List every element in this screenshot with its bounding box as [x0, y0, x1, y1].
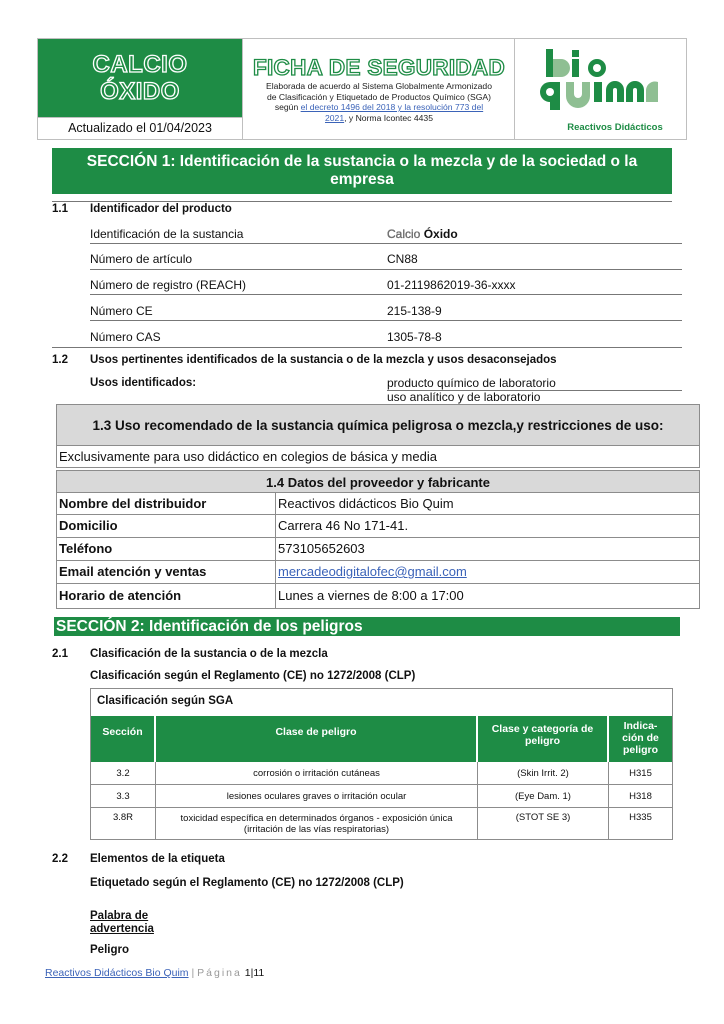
- signal-word-value: Peligro: [90, 944, 129, 956]
- logo-subtitle: Reactivos Didácticos: [567, 122, 663, 133]
- s12-title: Usos pertinentes identificados de la sustancia o de la mezcla y usos desaconsejados: [90, 354, 557, 366]
- footer-company-link[interactable]: Reactivos Didácticos Bio Quim: [45, 967, 189, 979]
- supplier-label-0: Nombre del distribuidor: [56, 492, 276, 515]
- col-header-class: Clase de peligro: [156, 716, 477, 762]
- id-row-label-3: Número CE: [90, 304, 153, 318]
- page-footer: [45, 967, 264, 979]
- table-cell-class: toxicidad específica en determinados órganos - exposición única (irritación de las vías respiratorias): [156, 808, 478, 839]
- product-name-box: [38, 39, 242, 117]
- supplier-value-1: Carrera 46 No 171-41.: [275, 514, 700, 538]
- table-cell-class: corrosión o irritación cutáneas: [156, 762, 478, 785]
- divider: [52, 201, 672, 202]
- desc-line4: [250, 113, 508, 124]
- divider: [514, 38, 515, 140]
- desc-post: , y Norma Icontec 4435: [344, 112, 433, 123]
- desc-line3: [250, 102, 508, 113]
- divider: [90, 269, 682, 270]
- table-cell-indication: H335: [629, 812, 652, 823]
- footer-page-total: 11: [253, 967, 265, 979]
- footer-separator-2: |: [250, 967, 254, 979]
- use-item-1: uso analítico y de laboratorio: [387, 390, 541, 404]
- decree-link-year[interactable]: 2021: [325, 112, 345, 123]
- document-description: [250, 81, 508, 123]
- footer-page-label: Página: [197, 967, 242, 979]
- section1-title: SECCIÓN 1: Identificación de la sustancia o la mezcla y de la sociedad o la empresa: [52, 148, 672, 194]
- supplier-label-4: Horario de atención: [56, 583, 276, 609]
- table-cell-section: 3.2: [91, 762, 156, 785]
- updated-date: Actualizado el 01/04/2023: [68, 121, 212, 135]
- desc-line2: de Clasificación y Etiquetado de Productos Químico (SGA): [266, 91, 492, 102]
- desc-pre: según: [274, 102, 301, 113]
- s22-subtitle: Etiquetado según el Reglamento (CE) no 1272/2008 (CLP): [90, 877, 404, 889]
- divider: [90, 320, 682, 321]
- table-cell-section: 3.8R: [91, 808, 156, 839]
- id-row-label-0: Identificación de la sustancia: [90, 227, 244, 241]
- uses-label: Usos identificados:: [90, 377, 197, 389]
- s14-title: 1.4 Datos del proveedor y fabricante: [56, 470, 700, 493]
- substance-name-part-b: Óxido: [420, 227, 458, 241]
- substance-name-part-a: Calcio: [387, 227, 421, 241]
- id-row-value-2: 01-2119862019-36-xxxx: [387, 278, 516, 292]
- s22-title: Elementos de la etiqueta: [90, 853, 225, 865]
- footer-separator: |: [191, 967, 195, 979]
- email-link[interactable]: mercadeodigitalofec@gmail.com: [278, 564, 467, 579]
- supplier-value-0: Reactivos didácticos Bio Quim: [275, 492, 700, 515]
- s13-text: Exclusivamente para uso didáctico en colegios de básica y media: [56, 445, 700, 468]
- decree-link[interactable]: el decreto 1496 del 2018 y la resolución 773 del: [300, 102, 484, 113]
- table-cell-category: (Eye Dam. 1): [478, 785, 609, 808]
- divider: [90, 243, 682, 244]
- supplier-value-2: 573105652603: [275, 537, 700, 561]
- table-cell-category: (Skin Irrit. 2): [478, 762, 609, 785]
- section2-title: SECCIÓN 2: Identificación de los peligros: [54, 617, 680, 636]
- id-row-label-4: Número CAS: [90, 330, 161, 344]
- table-cell-indication: H318: [609, 785, 672, 808]
- s21-number: 2.1: [52, 648, 68, 660]
- table-cell-class: lesiones oculares graves o irritación ocular: [156, 785, 478, 808]
- id-row-value-1: CN88: [387, 252, 418, 266]
- s21-title: Clasificación de la sustancia o de la mezcla: [90, 648, 328, 660]
- supplier-label-1: Domicilio: [56, 514, 276, 538]
- s21-subtitle: Clasificación según el Reglamento (CE) no 1272/2008 (CLP): [90, 670, 416, 682]
- id-row-value-0: [387, 227, 458, 241]
- id-row-value-3: 215-138-9: [387, 304, 442, 318]
- s22-number: 2.2: [52, 853, 68, 865]
- s12-number: 1.2: [52, 354, 68, 366]
- footer-page-number: 1: [244, 967, 251, 979]
- table-cell-section: 3.3: [91, 785, 156, 808]
- col-header-section: Sección: [91, 716, 155, 762]
- table-cell-category: (STOT SE 3): [478, 808, 609, 839]
- id-row-value-4: 1305-78-8: [387, 330, 442, 344]
- document-title: FICHA DE SEGURIDAD: [252, 55, 506, 80]
- supplier-label-3: Email atención y ventas: [56, 560, 276, 584]
- divider: [52, 347, 682, 348]
- supplier-label-2: Teléfono: [56, 537, 276, 561]
- supplier-value-4: Lunes a viernes de 8:00 a 17:00: [275, 583, 700, 609]
- product-name-line1: CALCIO: [92, 51, 188, 78]
- s13-title: 1.3 Uso recomendado de la sustancia química peligrosa o mezcla,y restricciones de uso:: [56, 404, 700, 446]
- s11-number: 1.1: [52, 203, 68, 215]
- signal-word-label: Palabra de advertencia: [90, 910, 154, 935]
- table-title: Clasificación según SGA: [97, 695, 234, 707]
- s11-title: Identificador del producto: [90, 203, 232, 215]
- product-name-line2: ÓXIDO: [100, 78, 180, 105]
- table-cell-indication: H315: [609, 762, 672, 785]
- col-header-category: Clase y categoría de peligro: [478, 716, 608, 762]
- use-item-0: producto químico de laboratorio: [387, 376, 556, 390]
- col-header-indication: Indica-ción de peligro: [609, 716, 672, 762]
- desc-line1: Elaborada de acuerdo al Sistema Globalmente Armonizado: [266, 81, 492, 91]
- divider: [90, 294, 682, 295]
- supplier-value-3: [275, 560, 700, 584]
- id-row-label-1: Número de artículo: [90, 252, 193, 266]
- id-row-label-2: Número de registro (REACH): [90, 278, 247, 292]
